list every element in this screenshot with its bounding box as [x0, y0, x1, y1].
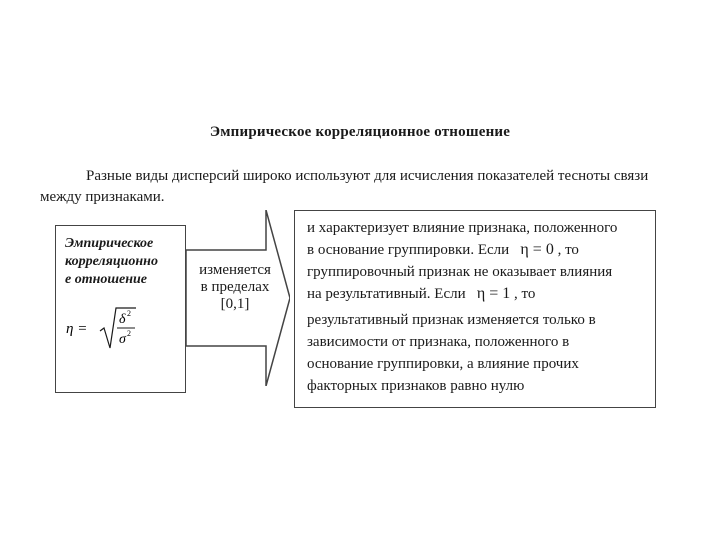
eq-eta-zero: η = 0: [520, 241, 554, 258]
arrow-line-1: изменяется: [199, 262, 271, 278]
desc-line-3: группировочный признак не оказывает влияния: [307, 264, 613, 280]
formula-numerator: δ: [119, 312, 126, 327]
intro-paragraph: [40, 166, 680, 208]
arrow-line-3: [0,1]: [220, 296, 250, 312]
desc-line-4: [307, 283, 535, 305]
arrow-text: [194, 262, 276, 313]
concept-label-line-1: Эмпирическое: [65, 236, 154, 251]
right-description-box: [294, 210, 656, 408]
desc-line-4-a: на результативный. Если: [307, 286, 466, 302]
formula-numerator-sup: 2: [127, 309, 131, 318]
eq-eta-one: η = 1: [476, 285, 511, 302]
formula-lhs: η =: [66, 321, 88, 337]
concept-label-line-3: е отношение: [65, 272, 148, 287]
eta-formula: [66, 304, 176, 352]
formula-denominator: σ: [119, 332, 126, 347]
desc-line-6: зависимости от признака, положенного в: [307, 334, 570, 350]
desc-line-2: [307, 239, 579, 261]
concept-label-line-2: корреляционно: [65, 254, 158, 269]
left-concept-box: [55, 225, 186, 393]
desc-line-7: основание группировки, а влияние прочих: [307, 356, 579, 372]
arrow-line-2: в пределах: [200, 279, 270, 295]
desc-line-1: и характеризует влияние признака, положенного: [307, 220, 618, 236]
page-title: Эмпирическое корреляционное отношение: [209, 124, 511, 140]
intro-text: Разные виды дисперсий широко используют для исчисления показателей тесноты связи между признаками.: [40, 168, 649, 205]
formula-denominator-sup: 2: [127, 329, 131, 338]
concept-label: [65, 235, 183, 289]
desc-line-4-b: , то: [514, 286, 536, 302]
desc-line-2-b: , то: [557, 242, 579, 258]
desc-line-2-a: в основание группировки. Если: [307, 242, 510, 258]
desc-line-5: результативный признак изменяется только в: [307, 312, 596, 328]
desc-line-8: факторных признаков равно нулю: [307, 378, 525, 394]
